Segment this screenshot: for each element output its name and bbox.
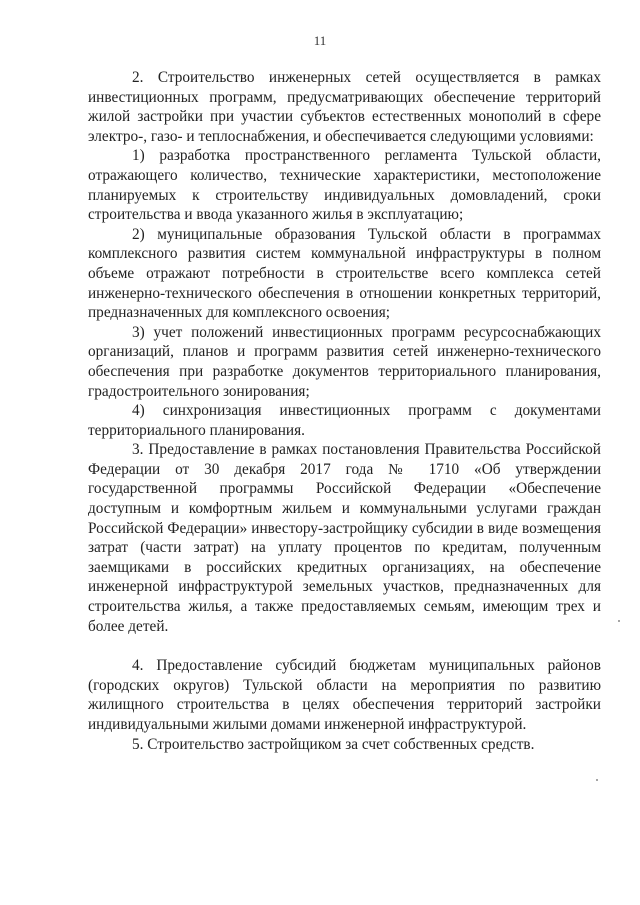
page-number: 11 bbox=[313, 33, 327, 48]
paragraph-item-4: 4. Предоставление субсидий бюджетам муниципальных районов (городских округов) Тульской области на мероприятия по развитию жилищного строительства в целях обеспечения территорий застройки индивидуальными жилыми домами инженерной инфраструктурой. bbox=[88, 657, 601, 733]
paragraph-condition-1: 1) разработка пространственного регламента Тульской области, отражающего количество, технические характеристики, местоположение планируемых к строительству индивидуальных домовладений, сроки строительства и ввода указанного жилья в эксплуатацию; bbox=[88, 147, 601, 224]
paragraph-item-5: 5. Строительство застройщиком за счет собственных средств. bbox=[132, 735, 535, 753]
paragraph-item-3: 3. Предоставление в рамках постановления Правительства Российской Федерации от 30 декабря 2017 года № 1710 «Об утверждении государственной программы Российской Федерации «Обеспечение доступным и комфортным жильем и коммунальными услугами граждан Российской Федерации» инвестору-застройщику субсидии в виде возмещения затрат (части затрат) на уплату процентов по кредитам, полученным заемщиками в российских кредитных организациях, на обеспечение инженерной инфраструктурой земельных участков, предназначенных для строительства жилья, а также предоставляемых семьям, имеющим трех и более детей. bbox=[88, 441, 601, 635]
paragraph-item-2: 2. Строительство инженерных сетей осуществляется в рамках инвестиционных программ, предусматривающих обеспечение территорий жилой застройки при участии субъектов естественных монополий в сфере электро-, газо- и теплоснабжения, и обеспечивается следующими условиями: bbox=[88, 69, 601, 145]
scan-speck bbox=[618, 620, 620, 622]
document-body bbox=[88, 68, 601, 754]
scan-speck bbox=[596, 779, 598, 781]
paragraph-condition-2: 2) муниципальные образования Тульской области в программах комплексного развития систем коммунальной инфраструктуры в полном объеме отражают потребности в строительстве всего комплекса сетей инженерно-технического обеспечения в отношении конкретных территорий, предназначенных для комплексного освоения; bbox=[88, 225, 601, 322]
paragraph-condition-3: 3) учет положений инвестиционных программ ресурсоснабжающих организаций, планов и программ развития сетей инженерно-технического обеспечения при разработке документов территориального планирования, градостроительного зонирования; bbox=[88, 323, 601, 400]
paragraph-condition-4: 4) синхронизация инвестиционных программ с документами территориального планирования. bbox=[88, 402, 601, 439]
